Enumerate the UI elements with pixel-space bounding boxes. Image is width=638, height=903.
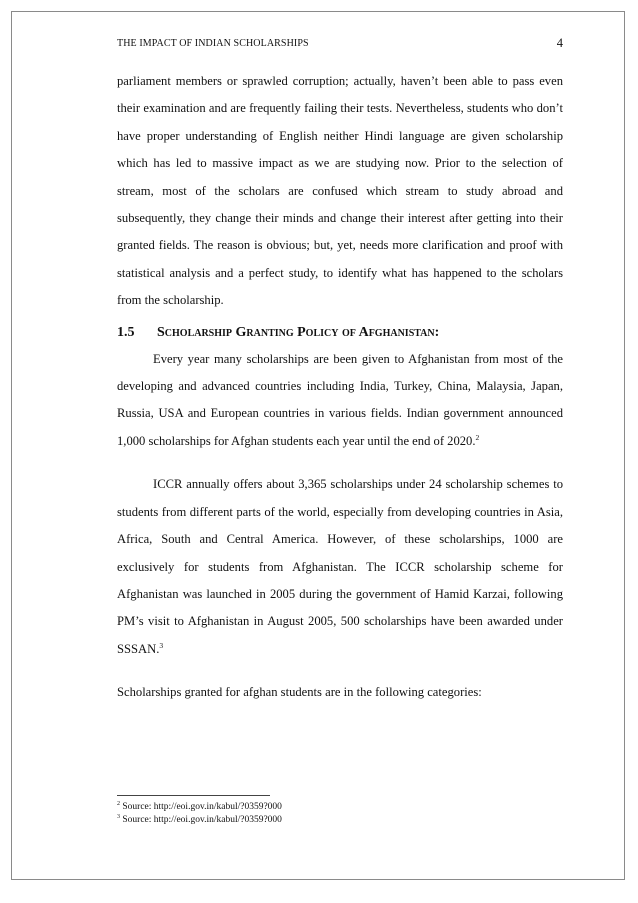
footnote bbox=[117, 814, 282, 827]
paragraph-spacer bbox=[117, 455, 563, 471]
footnote-separator bbox=[117, 795, 270, 796]
page-number: 4 bbox=[556, 36, 563, 50]
document-body bbox=[117, 68, 563, 707]
footnote-reference: 3 bbox=[159, 640, 164, 650]
paragraph-iccr bbox=[117, 471, 563, 663]
footnotes bbox=[117, 801, 282, 827]
paragraph-text: ICCR annually offers about 3,365 scholarships under 24 scholarship schemes to students from different parts of the world, especially from developing countries in Asia, Africa, South and Central America. However, of these scholarships, 1000 are exclusively for students from Afghanistan. The ICCR scholarship scheme for Afghanistan was launched in 2005 during the government of Hamid Karzai, following PM’s visit to Afghanistan in August 2005, 500 scholarships have been awarded under SSSAN. bbox=[117, 477, 563, 656]
footnote-mark: 3 bbox=[117, 814, 120, 820]
paragraph-categories-intro: Scholarships granted for afghan students are in the following categories: bbox=[117, 685, 482, 700]
footnote-mark: 2 bbox=[117, 801, 120, 807]
running-title: THE IMPACT OF INDIAN SCHOLARSHIPS bbox=[117, 38, 309, 49]
section-title: Scholarship Granting Policy of Afghanistan: bbox=[157, 324, 440, 340]
paragraph-continuation: parliament members or sprawled corruption; actually, haven’t been able to pass even their examination and are frequently failing their tests. Nevertheless, students who don’t have proper understanding of English neither Hindi language are given scholarship which has led to massive impact as we are studying now. Prior to the selection of stream, most of the scholars are confused which stream to study abroad and subsequently, they change their minds and change their interest after getting into their granted fields. The reason is obvious; but, yet, needs more clarification and proof with statistical analysis and a perfect study, to identify what has happened to the scholars from the scholarship. bbox=[117, 74, 563, 308]
running-header bbox=[117, 38, 563, 54]
section-number: 1.5 bbox=[117, 324, 135, 340]
footnote bbox=[117, 801, 282, 814]
footnote-text: Source: http://eoi.gov.in/kabul/?0359?000 bbox=[122, 802, 282, 812]
footnote-text: Source: http://eoi.gov.in/kabul/?0359?000 bbox=[122, 815, 282, 825]
paragraph-spacer bbox=[117, 663, 563, 679]
paragraph-scholarships-overview bbox=[117, 346, 563, 456]
section-heading bbox=[117, 315, 563, 346]
footnote-reference: 2 bbox=[475, 432, 480, 442]
paragraph-text: Every year many scholarships are been given to Afghanistan from most of the developing and advanced countries including India, Turkey, China, Malaysia, Japan, Russia, USA and European countries in various fields. Indian government announced 1,000 scholarships for Afghan students each year until the end of 2020. bbox=[117, 351, 563, 448]
